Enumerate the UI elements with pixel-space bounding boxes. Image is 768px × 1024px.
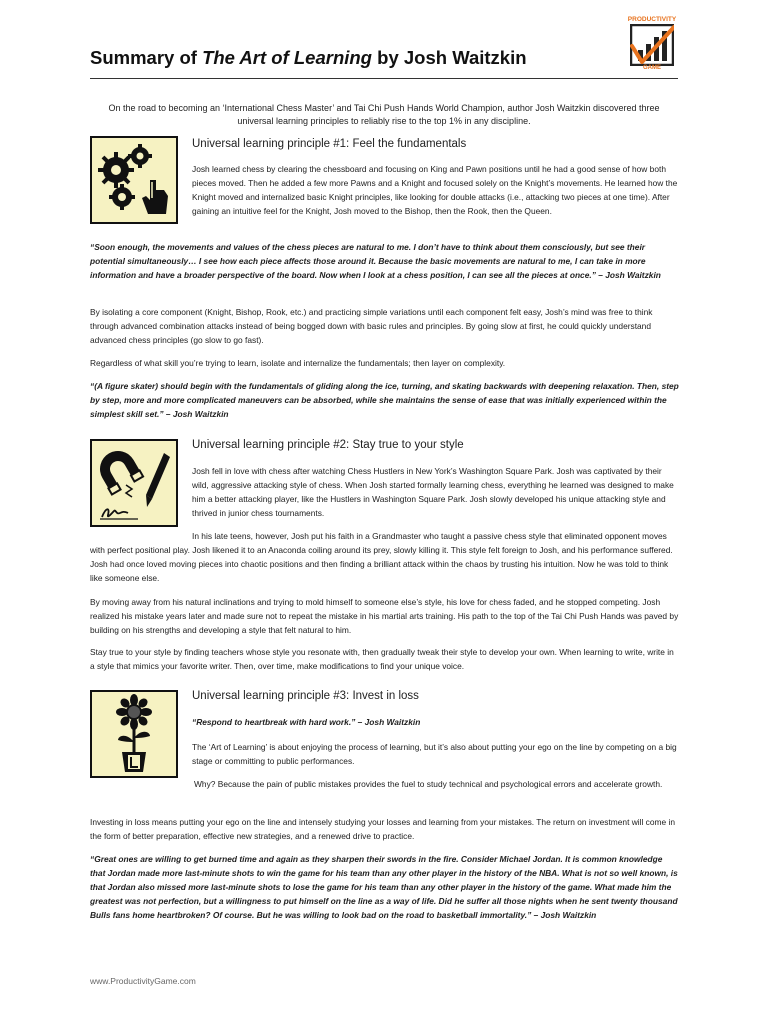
title-book: The Art of Learning [202, 47, 372, 68]
principle-3-paragraph-3: Investing in loss means putting your ego on the line and intensely studying your losses and learning from your mistakes. The return on investment will come in the form of better preparation, effective new strategies, and a renewed drive to practice. [90, 817, 676, 841]
intro-text: On the road to becoming an ‘International Chess Master’ and Tai Chi Push Hands World Champion, author Josh Waitzkin discovered three universal learning principles to reliably rise to the top 1% in any discipline. [108, 103, 660, 126]
title-divider [90, 78, 678, 79]
footer-url: www.ProductivityGame.com [90, 976, 196, 986]
principle-2-paragraph-4: Stay true to your style by finding teachers whose style you resonate with, then gradually tweak their style to develop your own. When learning to write, write in a style that mimics your favorite writer. Then, over time, make modifications to find your unique voice. [90, 647, 674, 671]
principle-3-paragraph-2: Why? Because the pain of public mistakes provides the fuel to study technical and psychological errors and accelerate growth. [194, 779, 663, 789]
principle-2-heading: Universal learning principle #2: Stay true to your style [192, 439, 464, 451]
principle-3-paragraph-1: The ‘Art of Learning’ is about enjoying the process of learning, but it’s also about putting your ego on the line by competing on a big stage or committing to public performances. [192, 742, 677, 766]
title-suffix: by Josh Waitzkin [372, 47, 527, 68]
principle-1-quote-2: “(A figure skater) should begin with the fundamentals of gliding along the ice, turning, and skating backwards with deepening relaxation. Then, step by step, more and more complicated maneuvers can be absorbed, while she maintains the sense of ease that was initially experienced within the simplest skill set.” – Josh Waitzkin [90, 381, 679, 419]
principle-1-heading: Universal learning principle #1: Feel the fundamentals [192, 138, 467, 150]
principle-1-paragraph-1: Josh learned chess by clearing the chessboard and focusing on King and Pawn positions until he had a good sense of how both pieces moved. Then he added a few more Pawns and a Knight and focused solely on the Knight’s movements. He learned how the Knight moved and internalized basic Knight principles, like looking for double attacks (i.e., attacking two pieces at one time). After gaining an intuitive feel for the Knight, Josh moved to the Bishop, then the Rook, then the Queen. [192, 164, 678, 216]
principle-3-heading: Universal learning principle #3: Invest in loss [192, 690, 419, 702]
principle-3-quote-2: “Great ones are willing to get burned time and again as they sharpen their swords in the fire. Consider Michael Jordan. It is common knowledge that Jordan made more last-minute shots to win the game for his team than any other player in the history of the NBA. What is not so well known, is that Jordan also missed more last-minute shots to lose the game for his team than any other player in the history of the game. What made him the greatest was not perfection, but a willingness to put himself on the line as a way of life. Did he suffer all those nights when he sent twenty thousand Bulls fans home heartbroken? Of course. But he was willing to look bad on the road to basketball immortality.” – Josh Waitzkin [90, 854, 678, 920]
magnet-pen-icon [90, 439, 178, 527]
logo-bottom-text: GAME [643, 65, 661, 71]
page-title [90, 47, 527, 69]
principle-2-paragraph-2: In his late teens, however, Josh put his faith in a Grandmaster who taught a passive chess style that eliminated opponent moves with perfect positional play. Josh likened it to an Anaconda coiling around its prey, slowly killing it. This style felt foreign to Josh, and his performance suffered. Josh had once loved moving pieces into chaotic positions and then finding a brilliant attack within the chaos by trusting his intuition. Now he was told to think like someone else. [90, 531, 673, 583]
logo-top-text: PRODUCTIVITY [627, 16, 677, 23]
productivity-game-logo [620, 16, 684, 72]
principle-2-paragraph-1: Josh fell in love with chess after watching Chess Hustlers in New York’s Washington Square Park. Josh was captivated by their wild, aggressive attacking style of chess. When Josh started formally learning chess, everything he learned was designed to make him a better attacking player, like the Hustlers in Washington Square Park. Josh slowly developed his unique attacking style and thrived in junior chess tournaments. [192, 466, 674, 518]
principle-1-paragraph-3: Regardless of what skill you’re trying to learn, isolate and internalize the fundamentals; then layer on complexity. [90, 358, 506, 368]
bar-chart-check-icon [630, 24, 674, 66]
principle-1-paragraph-2: By isolating a core component (Knight, Bishop, Rook, etc.) and practicing simple variations until each component felt easy, Josh’s mind was free to think through advanced combination attacks instead of being bogged down with basic rules and principles. By going slow at first, he could quickly understand advanced chess principles (go slow to go fast). [90, 307, 653, 345]
principle-3-quote-1: “Respond to heartbreak with hard work.” – Josh Waitzkin [192, 717, 421, 727]
principle-1-quote-1: “Soon enough, the movements and values of the chess pieces are natural to me. I don’t have to think about them consciously, but see their potential simultaneously… I see how each piece affects those around it. Because the basic movements are natural to me, I can take in more information and have a broader perspective of the board. Now when I look at a chess position, I can see all the pieces at once.” – Josh Waitzkin [90, 242, 661, 280]
title-prefix: Summary of [90, 47, 203, 68]
gears-hand-icon [90, 136, 178, 224]
principle-2-paragraph-3: By moving away from his natural inclinations and trying to mold himself to someone else’s style, his love for chess faded, and he stopped competing. Josh realized his mistake years later and made sure not to repeat the mistake in his martial arts training. His path to the top of the Tai Chi Push Hands was paved by building on his strengths and developing a style that felt natural to him. [90, 597, 679, 635]
flower-pot-icon [90, 690, 178, 778]
